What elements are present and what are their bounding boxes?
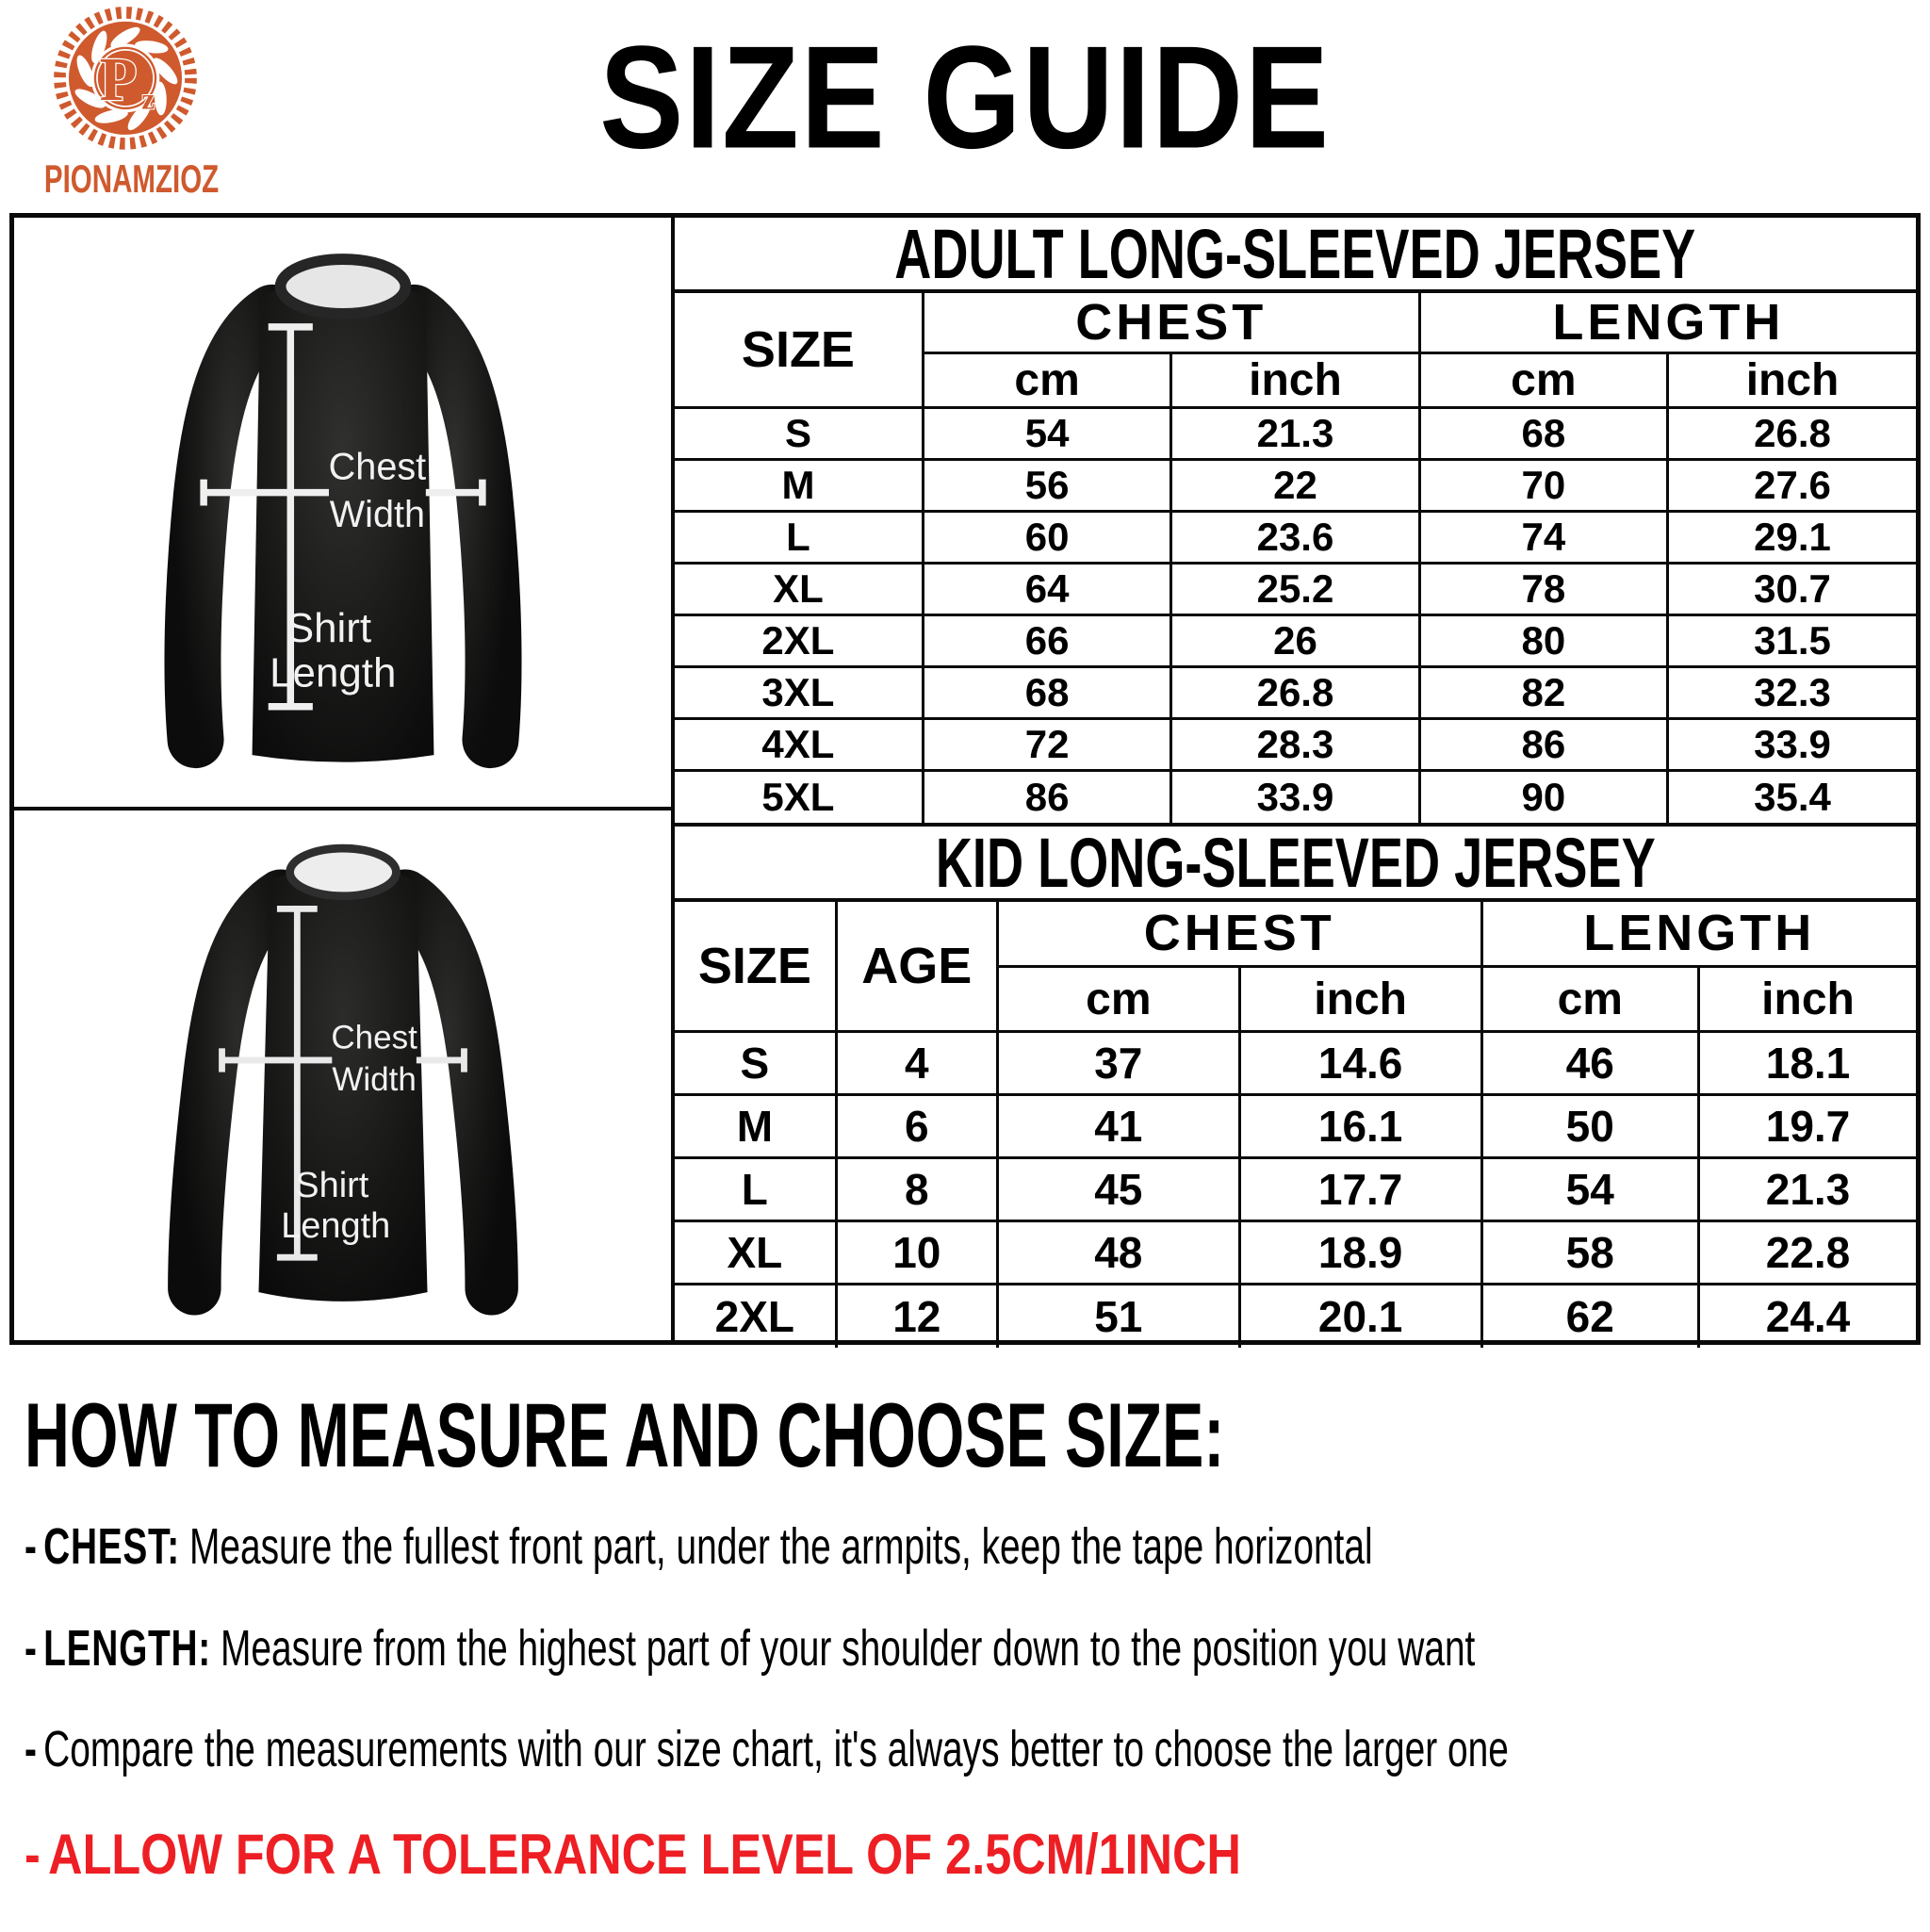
- tables-column: [675, 214, 1916, 1341]
- chest-cm-cell: 86: [923, 771, 1170, 823]
- kid-col-chest: CHEST: [997, 902, 1481, 967]
- chest-cm-cell: 37: [997, 1032, 1239, 1095]
- chest-cm-cell: 60: [923, 512, 1170, 564]
- length-inch-cell: 21.3: [1699, 1158, 1917, 1221]
- chest-cm-cell: 56: [923, 460, 1170, 512]
- chest-cm-cell: 72: [923, 719, 1170, 771]
- chest-inch-cell: 23.6: [1171, 512, 1419, 564]
- length-inch-cell: 33.9: [1668, 719, 1916, 771]
- age-cell: 12: [836, 1285, 997, 1348]
- adult-col-size: SIZE: [675, 293, 923, 408]
- length-inch-cell: 24.4: [1699, 1285, 1917, 1348]
- kid-size-row: [675, 1221, 1916, 1285]
- length-cm-cell: 58: [1481, 1221, 1698, 1285]
- length-inch-cell: 18.1: [1699, 1032, 1917, 1095]
- size-chart-box: [9, 213, 1921, 1345]
- chest-cm-cell: 68: [923, 667, 1170, 719]
- adult-shirt-figure: [14, 218, 671, 810]
- length-inch-cell: 26.8: [1668, 408, 1916, 460]
- age-cell: 8: [836, 1158, 997, 1221]
- instruction-line: [25, 1721, 1509, 1778]
- length-inch-cell: 19.7: [1699, 1095, 1917, 1158]
- length-cm-cell: 50: [1481, 1095, 1698, 1158]
- kid-col-age: AGE: [836, 902, 997, 1032]
- length-cm-cell: 78: [1419, 564, 1667, 615]
- adult-size-row: [675, 719, 1916, 771]
- size-cell: M: [675, 1095, 836, 1158]
- chest-width-label-line2: Width: [331, 1060, 417, 1098]
- length-inch-cell: 35.4: [1668, 771, 1916, 823]
- adult-size-table: [675, 293, 1916, 823]
- kid-col-length: LENGTH: [1481, 902, 1916, 967]
- instruction-line: [25, 1520, 1382, 1574]
- kid-col-size: SIZE: [675, 902, 836, 1032]
- size-cell: 5XL: [675, 771, 923, 823]
- length-cm-cell: 70: [1419, 460, 1667, 512]
- length-inch-cell: 29.1: [1668, 512, 1916, 564]
- chest-inch-cell: 16.1: [1239, 1095, 1481, 1158]
- length-inch-cell: 27.6: [1668, 460, 1916, 512]
- size-cell: L: [675, 512, 923, 564]
- length-inch-cell: 32.3: [1668, 667, 1916, 719]
- bullet-dash: -: [25, 1518, 37, 1575]
- adult-length-inch: inch: [1668, 353, 1916, 408]
- logo-monogram-sub: z: [141, 82, 155, 116]
- age-cell: 4: [836, 1032, 997, 1095]
- kid-length-inch: inch: [1699, 967, 1917, 1032]
- shirt-length-label-line2: Length: [280, 1205, 390, 1246]
- kid-chest-inch: inch: [1239, 967, 1481, 1032]
- kid-size-row: [675, 1095, 1916, 1158]
- length-cm-cell: 54: [1481, 1158, 1698, 1221]
- kid-table-title: KID LONG-SLEEVED JERSEY: [675, 823, 1916, 902]
- chest-width-label-line2: Width: [329, 493, 425, 535]
- kid-shirt-figure: [14, 810, 671, 1340]
- gear-logo-icon: [51, 6, 200, 155]
- bullet-text: Compare the measurements with our size chart, it's always better to choose the larger one: [43, 1721, 1509, 1778]
- kid-chest-cm: cm: [997, 967, 1239, 1032]
- chest-inch-cell: 25.2: [1171, 564, 1419, 615]
- chest-width-label-line1: Chest: [330, 1018, 417, 1056]
- chest-inch-cell: 18.9: [1239, 1221, 1481, 1285]
- length-cm-cell: 62: [1481, 1285, 1698, 1348]
- chest-cm-cell: 51: [997, 1285, 1239, 1348]
- size-cell: 4XL: [675, 719, 923, 771]
- bullet-dash: -: [25, 1619, 37, 1677]
- length-cm-cell: 82: [1419, 667, 1667, 719]
- chest-cm-cell: 66: [923, 615, 1170, 667]
- size-cell: XL: [675, 1221, 836, 1285]
- adult-col-length: LENGTH: [1419, 293, 1916, 353]
- size-cell: 2XL: [675, 1285, 836, 1348]
- adult-size-row: [675, 771, 1916, 823]
- kid-size-table: [675, 902, 1916, 1348]
- shirt-figures-column: [14, 218, 675, 1340]
- how-to-measure-section: [25, 1384, 1909, 1932]
- length-inch-cell: 31.5: [1668, 615, 1916, 667]
- adult-chest-cm: cm: [923, 353, 1170, 408]
- chest-width-label-line1: Chest: [328, 446, 426, 488]
- length-cm-cell: 46: [1481, 1032, 1698, 1095]
- adult-size-row: [675, 564, 1916, 615]
- bullet-dash: -: [25, 1721, 37, 1778]
- chest-inch-cell: 26.8: [1171, 667, 1419, 719]
- adult-size-row: [675, 460, 1916, 512]
- adult-shirt-image: [37, 230, 649, 795]
- bullet-text: Measure from the highest part of your shoulder down to the position you want: [221, 1619, 1476, 1677]
- size-cell: M: [675, 460, 923, 512]
- kid-length-cm: cm: [1481, 967, 1698, 1032]
- size-cell: L: [675, 1158, 836, 1221]
- kid-size-row: [675, 1032, 1916, 1095]
- length-cm-cell: 90: [1419, 771, 1667, 823]
- chest-inch-cell: 22: [1171, 460, 1419, 512]
- length-cm-cell: 80: [1419, 615, 1667, 667]
- size-cell: 3XL: [675, 667, 923, 719]
- chest-inch-cell: 21.3: [1171, 408, 1419, 460]
- adult-col-chest: CHEST: [923, 293, 1419, 353]
- age-cell: 10: [836, 1221, 997, 1285]
- chest-inch-cell: 28.3: [1171, 719, 1419, 771]
- chest-inch-cell: 14.6: [1239, 1032, 1481, 1095]
- bullet-text: Measure the fullest front part, under the armpits, keep the tape horizontal: [188, 1518, 1373, 1575]
- chest-cm-cell: 54: [923, 408, 1170, 460]
- length-cm-cell: 74: [1419, 512, 1667, 564]
- adult-table-title: ADULT LONG-SLEEVED JERSEY: [675, 218, 1916, 293]
- instruction-line: [25, 1619, 1476, 1677]
- bullet-label: LENGTH:: [43, 1619, 211, 1677]
- chest-cm-cell: 45: [997, 1158, 1239, 1221]
- bullet-dash: -: [25, 1823, 41, 1887]
- adult-length-cm: cm: [1419, 353, 1667, 408]
- chest-inch-cell: 26: [1171, 615, 1419, 667]
- adult-size-row: [675, 615, 1916, 667]
- size-cell: S: [675, 1032, 836, 1095]
- instruction-line: [25, 1823, 1608, 1887]
- logo-monogram: P: [99, 46, 138, 115]
- brand-logo: [26, 6, 224, 202]
- shirt-length-label-line2: Length: [269, 648, 396, 696]
- kid-size-row: [675, 1285, 1916, 1348]
- page-title: SIZE GUIDE: [599, 15, 1331, 180]
- chest-cm-cell: 41: [997, 1095, 1239, 1158]
- kid-size-row: [675, 1158, 1916, 1221]
- brand-name: PIONAMZIOZ: [43, 156, 220, 202]
- length-inch-cell: 30.7: [1668, 564, 1916, 615]
- chest-cm-cell: 64: [923, 564, 1170, 615]
- size-cell: S: [675, 408, 923, 460]
- bullet-label: CHEST:: [43, 1518, 180, 1575]
- adult-size-row: [675, 667, 1916, 719]
- adult-size-row: [675, 408, 1916, 460]
- size-cell: 2XL: [675, 615, 923, 667]
- chest-cm-cell: 48: [997, 1221, 1239, 1285]
- shirt-length-label-line1: Shirt: [286, 604, 371, 651]
- chest-inch-cell: 20.1: [1239, 1285, 1481, 1348]
- length-cm-cell: 86: [1419, 719, 1667, 771]
- instruction-list: [25, 1518, 1909, 1887]
- shirt-length-label-line1: Shirt: [294, 1165, 368, 1205]
- how-to-heading: HOW TO MEASURE AND CHOOSE SIZE:: [25, 1384, 1225, 1486]
- length-cm-cell: 68: [1419, 408, 1667, 460]
- age-cell: 6: [836, 1095, 997, 1158]
- length-inch-cell: 22.8: [1699, 1221, 1917, 1285]
- bullet-text: ALLOW FOR A TOLERANCE LEVEL OF 2.5CM/1INCH: [48, 1823, 1241, 1887]
- adult-size-row: [675, 512, 1916, 564]
- chest-inch-cell: 33.9: [1171, 771, 1419, 823]
- chest-inch-cell: 17.7: [1239, 1158, 1481, 1221]
- adult-chest-inch: inch: [1171, 353, 1419, 408]
- kid-shirt-image: [51, 819, 635, 1333]
- size-cell: XL: [675, 564, 923, 615]
